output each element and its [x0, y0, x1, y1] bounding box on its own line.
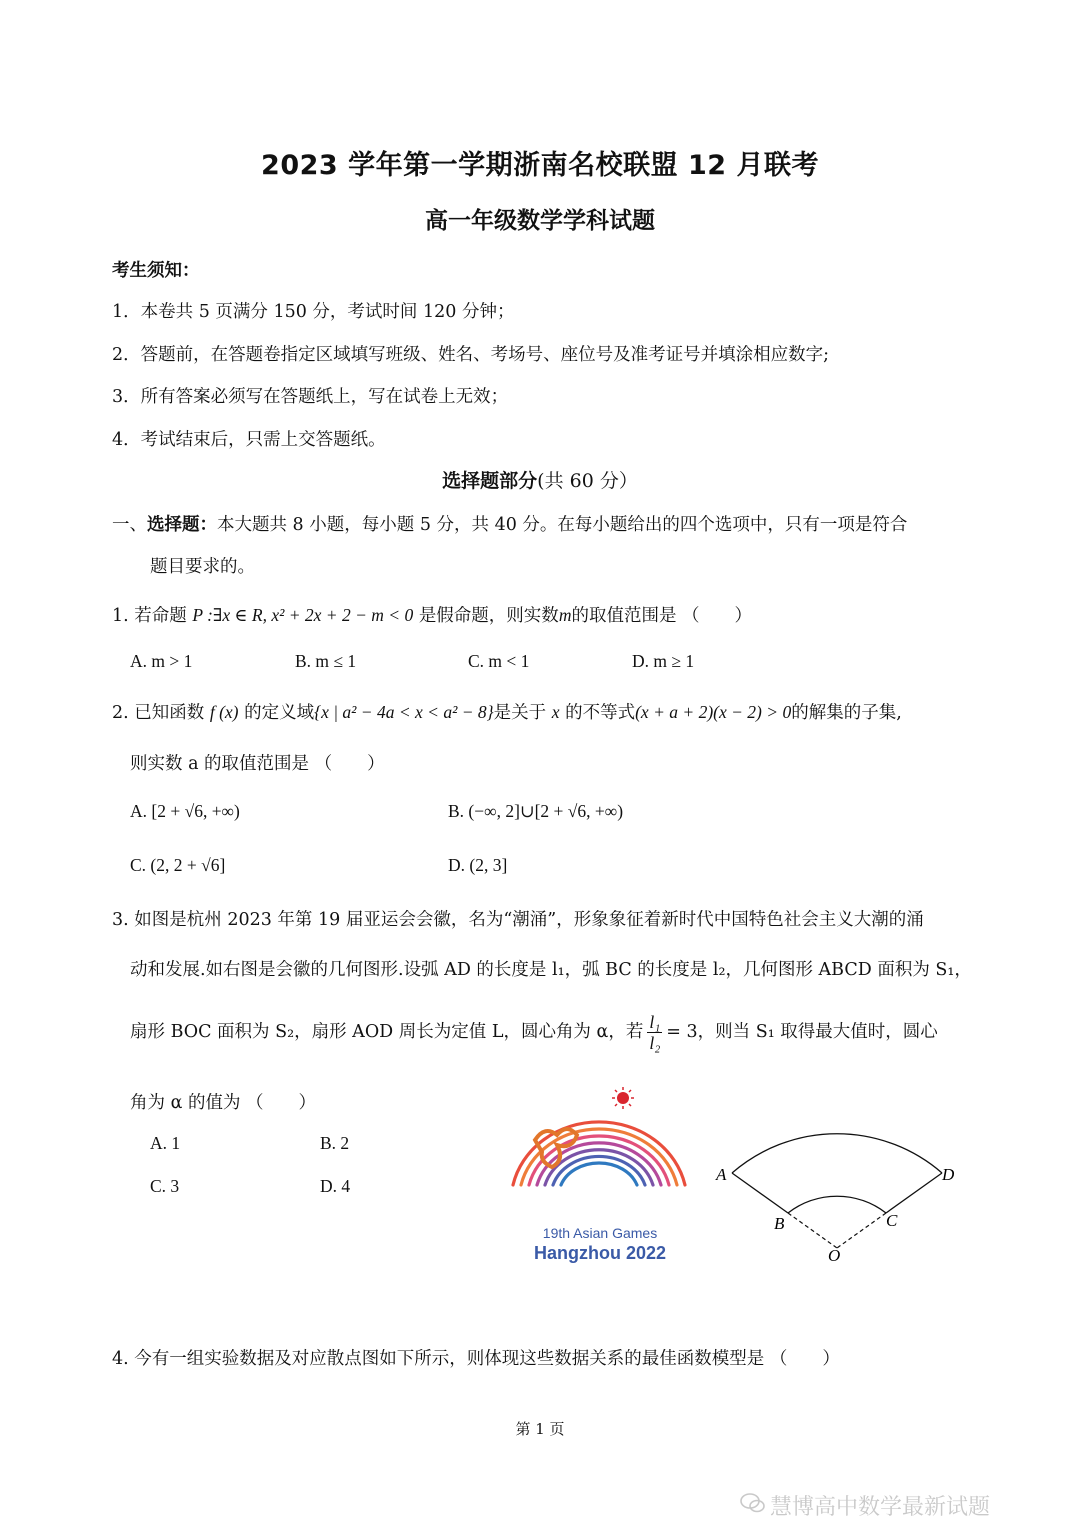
q2-option-b: B. (−∞, 2]∪[2 + √6, +∞) — [448, 801, 624, 821]
notice-item: 3．所有答案必须写在答题纸上，写在试卷上无效； — [112, 387, 509, 407]
q2-option-a: A. [2 + √6, +∞) — [130, 801, 240, 821]
label-D: D — [942, 1165, 955, 1184]
notice-item: 1．本卷共 5 页满分 150 分，考试时间 120 分钟； — [112, 302, 515, 322]
question-2 — [112, 699, 902, 724]
arc-AD — [732, 1134, 942, 1173]
section-title-bold: 选择题部分 — [442, 470, 538, 492]
q2-c: 是关于 — [493, 703, 547, 723]
label-A: A — [716, 1165, 727, 1184]
logo-text-2: Hangzhou 2022 — [533, 1243, 667, 1263]
label-B: B — [774, 1214, 785, 1233]
q2-set: {x | a² − 4a < x < a² − 8} — [314, 702, 494, 722]
q3-line3-a: 扇形 BOC 面积为 S₂，扇形 AOD 周长为定值 L，圆心角为 α，若 — [130, 1022, 644, 1042]
q2-b: 的定义域 — [244, 703, 315, 723]
section-title-rest: (共 60 分） — [537, 470, 638, 492]
q2-x: x — [551, 702, 560, 722]
asian-games-logo — [505, 1085, 695, 1270]
q1-prefix: 1. 若命题 — [112, 606, 187, 626]
q1-formula: P :∃x ∈ R, x² + 2x + 2 − m < 0 — [192, 605, 414, 625]
q2-e: 的解集的子集, — [791, 703, 902, 723]
part1-label-bold: 选择题： — [147, 515, 217, 535]
section-title — [0, 466, 1080, 493]
segment-AB — [732, 1173, 788, 1213]
arc-BC — [788, 1196, 886, 1213]
exam-subtitle: 高一年级数学学科试题 — [425, 208, 655, 234]
q2-line2: 则实数 a 的取值范围是 （ ） — [130, 754, 385, 774]
q2-option-d: D. (2, 3] — [448, 855, 508, 875]
exam-title: 2023 学年第一学期浙南名校联盟 12 月联考 — [261, 150, 819, 181]
q3-line4: 角为 α 的值为 （ ） — [130, 1093, 317, 1113]
label-O: O — [828, 1246, 841, 1265]
q1-var: m — [558, 605, 572, 625]
notice-item: 4．考试结束后，只需上交答题纸。 — [112, 430, 386, 450]
wechat-icon — [740, 1492, 766, 1518]
logo-graphic — [505, 1085, 695, 1270]
segment-DC — [886, 1173, 942, 1213]
q1-option-d: D. m ≥ 1 — [632, 651, 695, 671]
q2-f: f (x) — [209, 702, 239, 722]
q3-line1: 3. 如图是杭州 2023 年第 19 届亚运会会徽，名为“潮涌”，形象象征着新时代中国特色社会主义大潮的涌 — [112, 910, 924, 930]
q3-line3 — [130, 1012, 938, 1053]
q3-fraction — [647, 1012, 662, 1053]
logo-text-1: 19th Asian Games — [542, 1225, 658, 1241]
q1-option-a: A. m > 1 — [130, 651, 193, 671]
q2-a: 2. 已知函数 — [112, 703, 205, 723]
q3-frac-num: l₁ — [649, 1012, 661, 1032]
q2-d: 的不等式 — [565, 703, 636, 723]
q3-option-b: B. 2 — [320, 1133, 350, 1153]
q3-frac-den: l₂ — [649, 1033, 661, 1053]
question-4: 4. 今有一组实验数据及对应散点图如下所示，则体现这些数据关系的最佳函数模型是 （ ） — [112, 1349, 840, 1369]
sun-icon — [612, 1087, 634, 1109]
watermark-text: 慧博高中数学最新试题 — [770, 1495, 991, 1520]
label-C: C — [886, 1211, 898, 1230]
q2-ineq: (x + a + 2)(x − 2) > 0 — [635, 702, 792, 722]
sector-diagram — [710, 1105, 970, 1265]
q2-option-c: C. (2, 2 + √6] — [130, 855, 226, 875]
part1-label: 一、 — [112, 515, 147, 535]
q1-suffix: 是假命题，则实数 — [418, 606, 559, 626]
q3-option-c: C. 3 — [150, 1176, 180, 1196]
question-1 — [112, 602, 752, 627]
segment-CO — [837, 1213, 886, 1248]
part1-desc-cont: 题目要求的。 — [150, 557, 255, 577]
q1-option-b: B. m ≤ 1 — [295, 651, 357, 671]
notice-item: 2．答题前，在答题卷指定区域填写班级、姓名、考场号、座位号及准考证号并填涂相应数字; — [112, 345, 830, 365]
notice-heading: 考生须知： — [112, 261, 200, 281]
q1-suffix2: 的取值范围是 （ ） — [571, 606, 753, 626]
segment-BO — [788, 1213, 837, 1248]
page-number: 第 1 页 — [515, 1420, 565, 1438]
sector-figure — [710, 1105, 970, 1265]
q3-line2: 动和发展.如右图是会徽的几何图形.设弧 AD 的长度是 l₁，弧 BC 的长度是 l₂，几何图形 ABCD 面积为 S₁， — [130, 960, 972, 980]
q3-line3-b: = 3，则当 S₁ 取得最大值时，圆心 — [666, 1022, 938, 1042]
part1-desc-text: 本大题共 8 小题，每小题 5 分，共 40 分。在每小题给出的四个选项中，只有一项是符合 — [217, 515, 908, 535]
q1-option-c: C. m < 1 — [468, 651, 530, 671]
q3-option-a: A. 1 — [150, 1133, 181, 1153]
part1-desc — [112, 511, 907, 536]
q3-option-d: D. 4 — [320, 1176, 351, 1196]
